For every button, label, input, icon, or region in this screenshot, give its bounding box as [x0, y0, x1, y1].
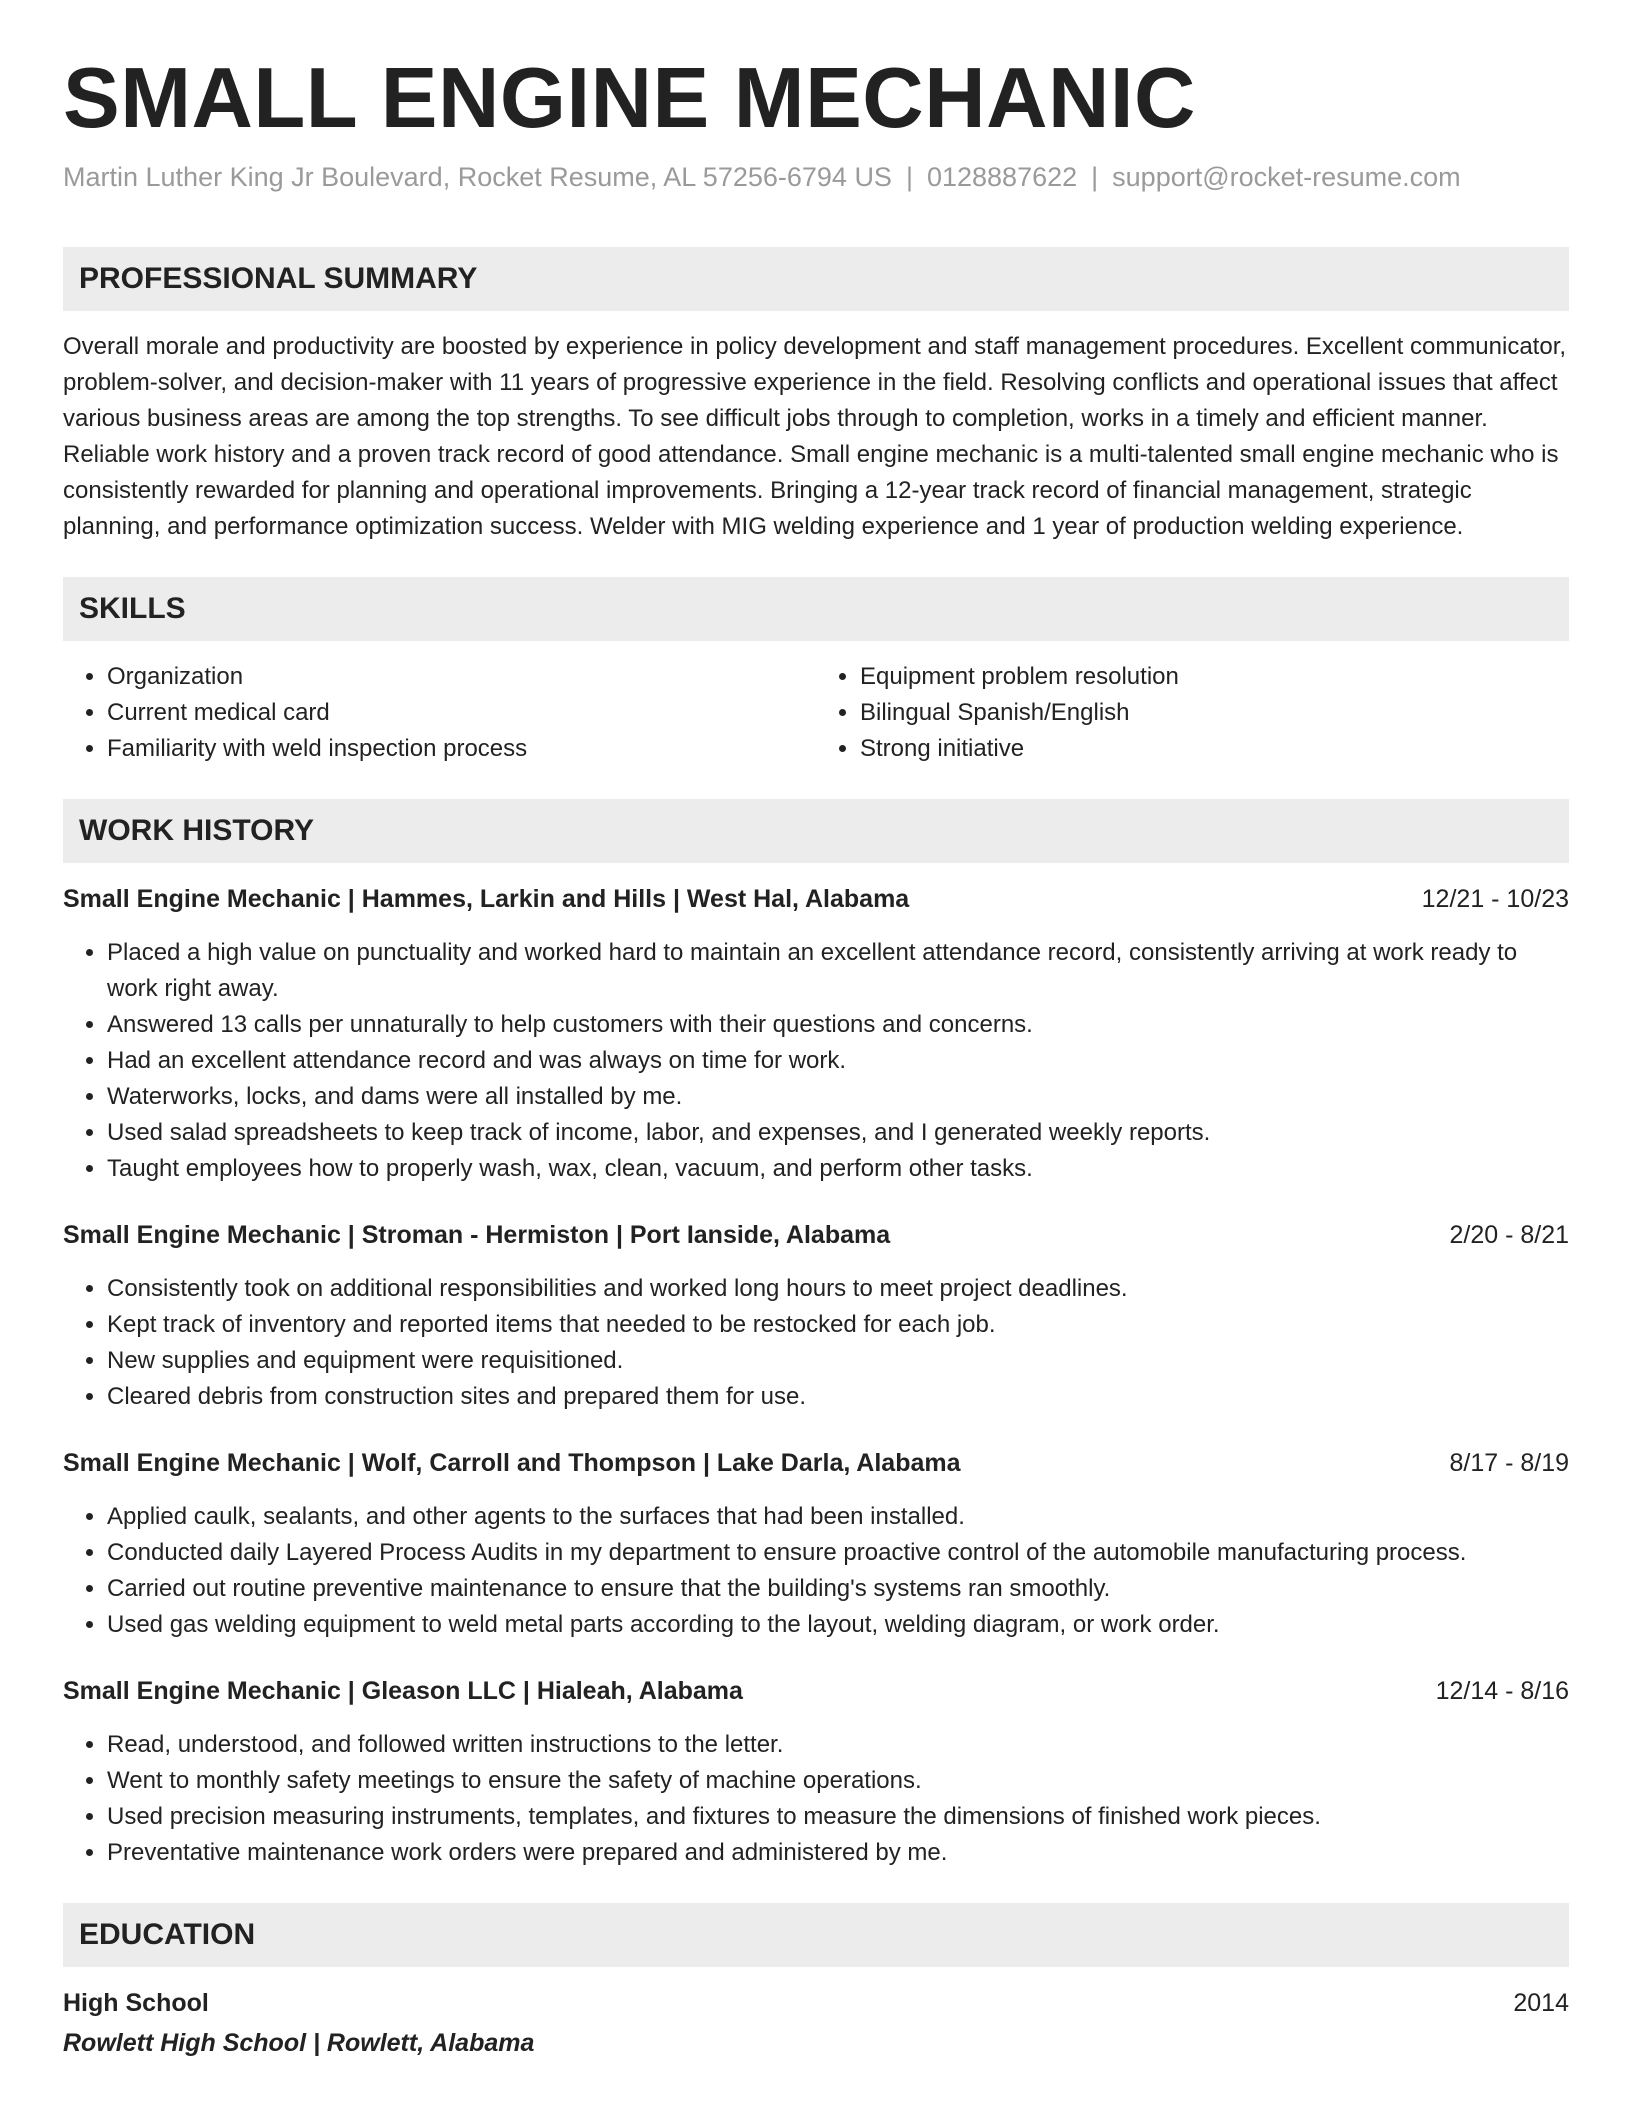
- contact-email: support@rocket-resume.com: [1112, 161, 1461, 192]
- job-bullet: • Taught employees how to properly wash, wax, clean, vacuum, and perform other tasks.: [107, 1151, 1569, 1187]
- job-entry: [63, 1673, 1569, 1871]
- contact-line: [63, 160, 1569, 195]
- job-bullet: • Had an excellent attendance record and was always on time for work.: [107, 1043, 1569, 1079]
- job-bullet: • Consistently took on additional responsibilities and worked long hours to meet project deadlines.: [107, 1271, 1569, 1307]
- job-bullet: • Used gas welding equipment to weld metal parts according to the layout, welding diagram, or work order.: [107, 1607, 1569, 1643]
- skill-item: • Current medical card: [107, 695, 816, 731]
- job-header: [63, 1445, 1569, 1481]
- job-bullet: • Cleared debris from construction sites and prepared them for use.: [107, 1379, 1569, 1415]
- job-title: Small Engine Mechanic | Hammes, Larkin and Hills | West Hal, Alabama: [63, 884, 910, 913]
- job-bullet: • Waterworks, locks, and dams were all installed by me.: [107, 1079, 1569, 1115]
- job-dates: 2/20 - 8/21: [1449, 1220, 1569, 1249]
- contact-separator: |: [1091, 161, 1099, 192]
- job-dates: 8/17 - 8/19: [1449, 1448, 1569, 1477]
- contact-address: Martin Luther King Jr Boulevard, Rocket Resume, AL 57256-6794 US: [63, 161, 892, 192]
- job-title: Small Engine Mechanic | Stroman - Hermiston | Port Ianside, Alabama: [63, 1220, 891, 1249]
- job-bullet: • Placed a high value on punctuality and worked hard to maintain an excellent attendance record, consistently arriving at work ready to work right away.: [107, 935, 1569, 1007]
- job-bullet: • Preventative maintenance work orders were prepared and administered by me.: [107, 1835, 1569, 1871]
- job-title: Small Engine Mechanic | Wolf, Carroll and Thompson | Lake Darla, Alabama: [63, 1448, 961, 1477]
- job-header: [63, 881, 1569, 917]
- section-header-education: EDUCATION: [63, 1903, 1569, 1967]
- job-bullet: • Read, understood, and followed written instructions to the letter.: [107, 1727, 1569, 1763]
- education-year: 2014: [1513, 1988, 1569, 2017]
- resume-title: SMALL ENGINE MECHANIC: [63, 51, 1196, 146]
- skills-list-left: [63, 659, 816, 767]
- job-bullets: [63, 1499, 1569, 1643]
- section-header-skills: SKILLS: [63, 577, 1569, 641]
- job-entry: [63, 881, 1569, 1187]
- job-entry: [63, 1217, 1569, 1415]
- skill-item: • Bilingual Spanish/English: [860, 695, 1569, 731]
- summary-text: Overall morale and productivity are boosted by experience in policy development and staff management procedures. Excellent communicator, problem-solver, and decision-maker with 11 years of progressive experience in the field. Resolving conflicts and operational issues that affect various business areas are among the top strengths. To see difficult jobs through to completion, works in a timely and efficient manner. Reliable work history and a proven track record of good attendance. Small engine mechanic is a multi-talented small engine mechanic who is consistently rewarded for planning and operational improvements. Bringing a 12-year track record of financial management, strategic planning, and performance optimization success. Welder with MIG welding experience and 1 year of production welding experience.: [63, 332, 1567, 540]
- job-bullet: • New supplies and equipment were requisitioned.: [107, 1343, 1569, 1379]
- job-bullets: [63, 935, 1569, 1187]
- job-dates: 12/21 - 10/23: [1421, 884, 1569, 913]
- job-bullet: • Conducted daily Layered Process Audits in my department to ensure proactive control of the automobile manufacturing process.: [107, 1535, 1569, 1571]
- job-bullets: [63, 1727, 1569, 1871]
- job-bullet: • Kept track of inventory and reported items that needed to be restocked for each job.: [107, 1307, 1569, 1343]
- job-header: [63, 1217, 1569, 1253]
- education-header: [63, 1985, 1569, 2021]
- job-dates: 12/14 - 8/16: [1435, 1676, 1569, 1705]
- skills-list-right: [816, 659, 1569, 767]
- education-degree: High School: [63, 1988, 209, 2017]
- education-school: Rowlett High School | Rowlett, Alabama: [63, 2028, 535, 2057]
- skill-item: • Strong initiative: [860, 731, 1569, 767]
- job-bullet: • Used salad spreadsheets to keep track of income, labor, and expenses, and I generated weekly reports.: [107, 1115, 1569, 1151]
- job-title: Small Engine Mechanic | Gleason LLC | Hialeah, Alabama: [63, 1676, 743, 1705]
- section-header-work: WORK HISTORY: [63, 799, 1569, 863]
- job-bullet: • Used precision measuring instruments, templates, and fixtures to measure the dimensions of finished work pieces.: [107, 1799, 1569, 1835]
- job-bullet: • Went to monthly safety meetings to ensure the safety of machine operations.: [107, 1763, 1569, 1799]
- contact-phone: 0128887622: [926, 161, 1078, 192]
- job-bullet: • Answered 13 calls per unnaturally to help customers with their questions and concerns.: [107, 1007, 1569, 1043]
- skill-item: • Familiarity with weld inspection process: [107, 731, 816, 767]
- job-bullet: • Applied caulk, sealants, and other agents to the surfaces that had been installed.: [107, 1499, 1569, 1535]
- section-header-summary: PROFESSIONAL SUMMARY: [63, 247, 1569, 311]
- contact-separator: |: [905, 161, 913, 192]
- job-bullet: • Carried out routine preventive maintenance to ensure that the building's systems ran smoothly.: [107, 1571, 1569, 1607]
- skill-item: • Organization: [107, 659, 816, 695]
- skills-grid: [63, 659, 1569, 767]
- job-entry: [63, 1445, 1569, 1643]
- skill-item: • Equipment problem resolution: [860, 659, 1569, 695]
- job-bullets: [63, 1271, 1569, 1415]
- job-header: [63, 1673, 1569, 1709]
